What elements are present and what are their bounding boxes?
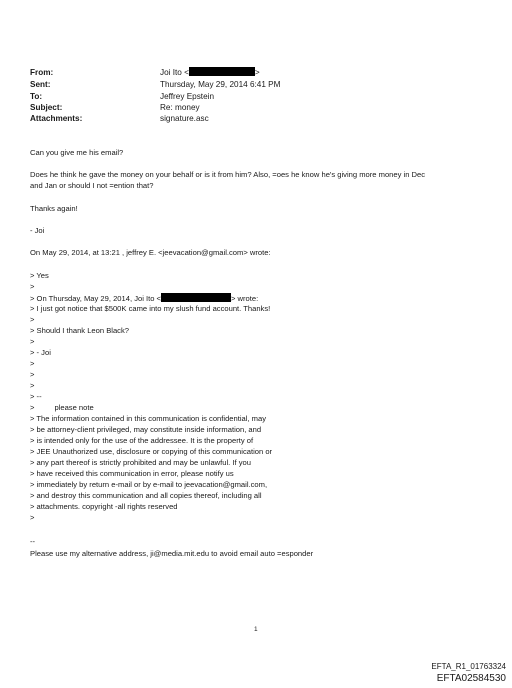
sent-label: Sent: bbox=[30, 80, 51, 89]
body-line: and Jan or should I not =ention that? bbox=[30, 181, 154, 190]
subject-label: Subject: bbox=[30, 103, 63, 112]
signature-name: - Joi bbox=[30, 226, 45, 235]
quoted-line: > immediately by return e-mail or by e-mail to jeevacation@gmail.com, bbox=[30, 480, 268, 489]
quoted-line: > bbox=[30, 282, 35, 291]
quoted-line: > attachments. copyright -all rights reserved bbox=[30, 502, 178, 511]
quoted-line: > bbox=[30, 337, 35, 346]
quoted-line: > JEE Unauthorized use, disclosure or copying of this communication or bbox=[30, 447, 273, 456]
quoted-line: > The information contained in this communication is confidential, may bbox=[30, 414, 267, 423]
body-line: Does he think he gave the money on your behalf or is it from him? Also, =oes he know he's giving more money in Dec bbox=[30, 170, 426, 179]
sent-value: Thursday, May 29, 2014 6:41 PM bbox=[160, 80, 281, 89]
redaction-bar bbox=[161, 293, 231, 302]
signature-separator: -- bbox=[30, 537, 36, 546]
quoted-line: > On Thursday, May 29, 2014, Joi Ito < > wrote: bbox=[30, 294, 259, 303]
quoted-line: > I just got notice that $500K came into my slush fund account. Thanks! bbox=[30, 304, 271, 313]
redaction-bar bbox=[189, 67, 255, 76]
quoted-line: > -- bbox=[30, 392, 42, 401]
attachments-value: signature.asc bbox=[160, 114, 209, 123]
signature-line: Please use my alternative address, ji@media.mit.edu to avoid email auto =esponder bbox=[30, 549, 314, 558]
quoted-line: > bbox=[30, 359, 35, 368]
quoted-line: > - Joi bbox=[30, 348, 51, 357]
quoted-line: > any part thereof is strictly prohibited and may be unlawful. If you bbox=[30, 458, 251, 467]
quote-attribution: On May 29, 2014, at 13:21 , jeffrey E. <jeevacation@gmail.com> wrote: bbox=[30, 248, 271, 257]
quoted-line: > please note bbox=[30, 403, 94, 412]
body-line: Thanks again! bbox=[30, 204, 78, 213]
quoted-line: > Should I thank Leon Black? bbox=[30, 326, 130, 335]
to-value: Jeffrey Epstein bbox=[160, 92, 215, 101]
quoted-line: > bbox=[30, 370, 35, 379]
quoted-line: > bbox=[30, 315, 35, 324]
quoted-line: > and destroy this communication and all copies thereof, including all bbox=[30, 491, 262, 500]
quoted-line: > be attorney-client privileged, may constitute inside information, and bbox=[30, 425, 262, 434]
quoted-line: > bbox=[30, 381, 35, 390]
to-label: To: bbox=[30, 92, 43, 101]
bates-number-primary: EFTA_R1_01763324 bbox=[431, 662, 506, 671]
quoted-line: > have received this communication in error, please notify us bbox=[30, 469, 234, 478]
quoted-line: > bbox=[30, 513, 35, 522]
subject-value: Re: money bbox=[160, 103, 200, 112]
quoted-line: > is intended only for the use of the addressee. It is the property of bbox=[30, 436, 254, 445]
bates-number-secondary: EFTA02584530 bbox=[436, 673, 506, 684]
quoted-line: > Yes bbox=[30, 271, 49, 280]
attachments-label: Attachments: bbox=[30, 114, 83, 123]
from-label: From: bbox=[30, 68, 54, 77]
from-value: Joi Ito < > bbox=[160, 68, 260, 77]
page-number: 1 bbox=[254, 626, 258, 633]
body-line: Can you give me his email? bbox=[30, 148, 124, 157]
